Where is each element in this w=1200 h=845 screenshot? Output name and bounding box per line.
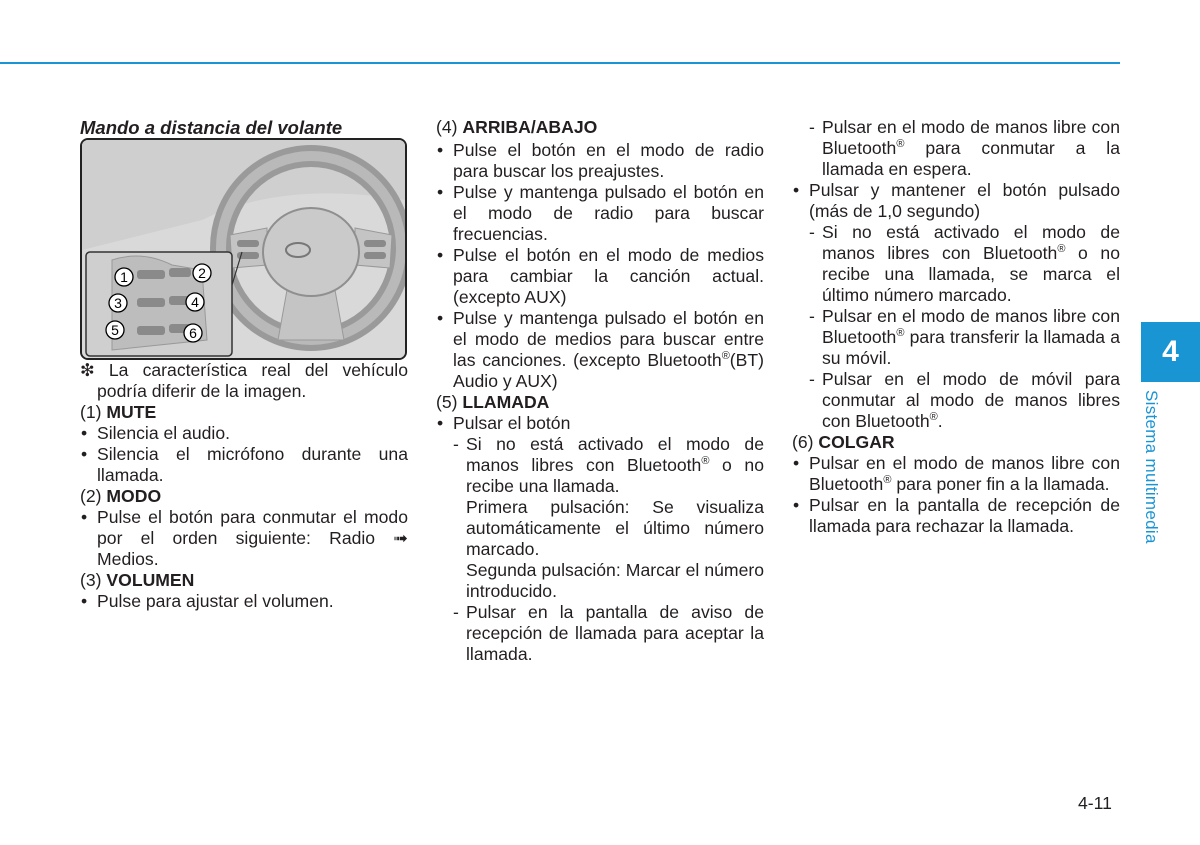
column-1 bbox=[80, 117, 408, 612]
bullet: • Pulsar y mantener el botón pulsado (más de 1,0 segundo) bbox=[792, 180, 1120, 222]
dash-item: - Si no está activado el modo de manos libres con Bluetooth® o no recibe una llamada, se marca el último número marcado. bbox=[792, 222, 1120, 306]
heading-mute: (1) MUTE bbox=[80, 402, 157, 422]
bullet: • Pulse el botón en el modo de medios para cambiar la canción actual. (excepto AUX) bbox=[436, 245, 764, 308]
indented-text: Segunda pulsación: Marcar el número introducido. bbox=[466, 560, 764, 601]
bullet: • Pulse el botón en el modo de radio para buscar los preajustes. bbox=[436, 140, 764, 182]
chapter-title-vertical: Sistema multimedia bbox=[1142, 390, 1161, 544]
bullet: • Pulse y mantenga pulsado el botón en el modo de medios para buscar entre las canciones. (excepto Bluetooth®(BT) Audio y AUX) bbox=[436, 308, 764, 392]
dash-item: - Pulsar en el modo de manos libre con Bluetooth® para transferir la llamada a su móvil. bbox=[792, 306, 1120, 369]
column-2 bbox=[436, 117, 764, 665]
dash-item: - Pulsar en el modo de móvil para conmutar al modo de manos libres con Bluetooth®. bbox=[792, 369, 1120, 432]
bullet: • Silencia el audio. bbox=[80, 423, 408, 444]
callout-3: 3 bbox=[114, 295, 122, 311]
indented-text: Primera pulsación: Se visualiza automáticamente el último número marcado. bbox=[466, 497, 764, 559]
page-number: 4-11 bbox=[1078, 793, 1112, 813]
heading-colgar: (6) COLGAR bbox=[792, 432, 895, 452]
steering-wheel-illustration bbox=[82, 140, 405, 358]
chapter-tab: 4 bbox=[1141, 322, 1200, 382]
bullet: • Pulsar en la pantalla de recepción de llamada para rechazar la llamada. bbox=[792, 495, 1120, 537]
column-3 bbox=[792, 117, 1120, 537]
heading-modo: (2) MODO bbox=[80, 486, 162, 506]
heading-llamada: (5) LLAMADA bbox=[436, 392, 550, 412]
heading-arriba-abajo: (4) ARRIBA/ABAJO bbox=[436, 117, 598, 137]
callout-6: 6 bbox=[189, 325, 197, 341]
dash-item: - Pulsar en la pantalla de aviso de recepción de llamada para aceptar la llamada. bbox=[436, 602, 764, 665]
bullet: • Silencia el micrófono durante una llamada. bbox=[80, 444, 408, 486]
dash-item: - Pulsar en el modo de manos libre con Bluetooth® para conmutar a la llamada en espera. bbox=[792, 117, 1120, 180]
heading-volumen: (3) VOLUMEN bbox=[80, 570, 195, 590]
bullet: • Pulse para ajustar el volumen. bbox=[80, 591, 408, 612]
bullet: • Pulse el botón para conmutar el modo por el orden siguiente: Radio ➟ Medios. bbox=[80, 507, 408, 570]
steering-wheel-figure bbox=[80, 138, 407, 360]
callout-5: 5 bbox=[111, 322, 119, 338]
callout-2: 2 bbox=[198, 265, 206, 281]
bullet: • Pulse y mantenga pulsado el botón en el modo de radio para buscar frecuencias. bbox=[436, 182, 764, 245]
callout-4: 4 bbox=[191, 294, 199, 310]
callout-1: 1 bbox=[120, 269, 128, 285]
header-rule bbox=[0, 62, 1120, 64]
section-title: Mando a distancia del volante bbox=[80, 117, 343, 138]
bullet: • Pulsar en el modo de manos libre con Bluetooth® para poner fin a la llamada. bbox=[792, 453, 1120, 495]
image-note: ❇ La característica real del vehículo podría diferir de la imagen. bbox=[80, 360, 408, 401]
bullet: • Pulsar el botón bbox=[436, 413, 764, 434]
dash-item: - Si no está activado el modo de manos libres con Bluetooth® o no recibe una llamada. bbox=[436, 434, 764, 497]
